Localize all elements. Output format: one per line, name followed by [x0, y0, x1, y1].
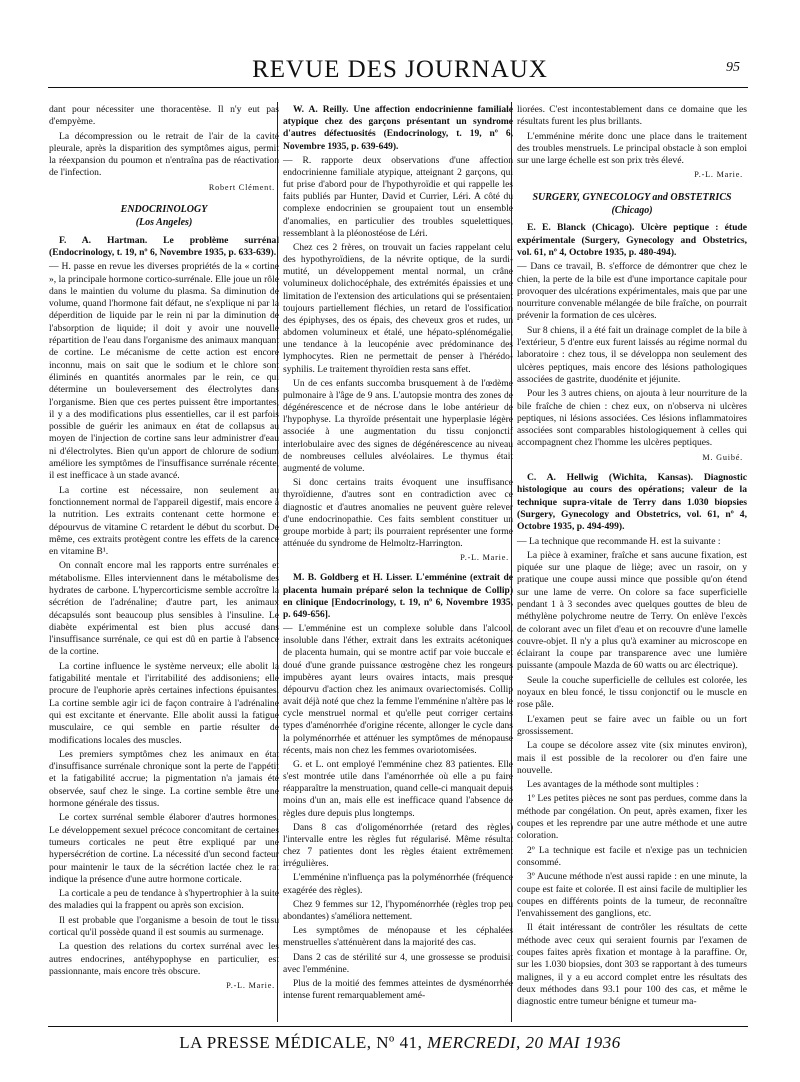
paragraph: 2º La technique est facile et n'exige pas un technicien consommé. — [517, 844, 747, 868]
paragraph: La question des relations du cortex surrénal avec les autres endocrines, antéhypophyse en particulier, est passionnante, mais encore très obscure. — [49, 941, 279, 977]
section-heading: ENDOCRINOLOGY — [120, 204, 208, 216]
section-subheading: (Los Angeles) — [135, 217, 193, 229]
paragraph: Les avantages de la méthode sont multiples : — [527, 779, 699, 791]
footer-issue: Nº 41, — [376, 1033, 423, 1052]
author-signature: Robert Clément. — [208, 182, 275, 192]
author-signature: P.-L. Marie. — [694, 170, 743, 180]
paragraph: — L'emménine est un complexe soluble dans l'alcool, insoluble dans l'éther, extrait dans les extraits acétoniques de placenta humain, qui se montre actif par voie buccale et doué d'une grande puissance œstrogène chez les rongeurs impubères ayant leurs ovaires intacts, mais presque dépourvu d'action chez les animaux ovariectomisés. Collip avait déjà noté que chez la femme l'emménine n'altère pas le cycle menstruel normal et qu'elle peut corriger certains types d'aménorrhée d'origine récente, allonger le cycle dans la polyménorrhée et atténuer les symptômes de ménopause récents, mais non chez les femmes ovariotomisées. — [283, 624, 513, 756]
paragraph: Seule la couche superficielle de cellules est colorée, les noyaux en bleu foncé, le tissu conjonctif ou le muscle en rose pâle. — [517, 674, 747, 711]
paragraph: L'examen peut se faire avec un faible ou un fort grossissement. — [517, 713, 747, 737]
paragraph: Plus de la moitié des femmes atteintes de dysménorrhée intense furent remarquablement amé- — [283, 978, 513, 1002]
paragraph: Le cortex surrénal semble élaborer d'autres hormones. Le développement sexuel précoce concomitant de certaines tumeurs corticales ne peut être expliqué par une hypersécrétion de cortine. La nécessité d'un second facteur pour maintenir le taux de la sécrétion lactée chez le rat indique la présence d'une autre hormone corticale. — [49, 812, 279, 885]
article-reference: E. E. Blanck (Chicago). Ulcère peptique : étude expérimentale (Surgery, Gynecology and Obstetrics, vol. 61, nº 4, Octobre 1935, p. 480-494). — [517, 222, 747, 258]
paragraph: La cortine influence le système nerveux; elle abolit la fatigabilité mentale et l'irritabilité des addisoniens; elle procure de l'euphorie après certaines infections épuisantes. La cortine semble agir ici de façon contraire à l'adrénaline qui est excitante et énervante. Elle abolit aussi la fatigue musculaire, ce qui semble en partie résulter de modifications locales des muscles. — [49, 660, 279, 746]
article-reference: C. A. Hellwig (Wichita, Kansas). Diagnostic histologique au cours des opérations; valeur de la technique supra-vitale de Terry dans 1.030 biopsies (Surgery, Gynecology and Obstetrics, vol. 61, nº 4, Octobre 1935, p. 494-499). — [517, 472, 747, 533]
footer-date: MERCREDI, 20 MAI 1936 — [427, 1033, 621, 1052]
paragraph: La cortine est nécessaire, non seulement au fonctionnement normal de l'appareil digestif, mais encore à la nutrition. Les extraits contenant cette hormone et dépourvus de vitamine C retardent le début du scorbut. De même, ces extraits protègent contre les effets de la carence en vitamine B¹. — [49, 484, 279, 558]
header-rule — [48, 87, 748, 88]
section-subheading: (Chicago) — [611, 205, 653, 217]
paragraph: — La technique que recommande H. est la suivante : — [517, 535, 721, 547]
author-signature: M. Guibé. — [702, 452, 743, 462]
column-3 — [517, 104, 747, 1010]
paragraph: La pièce à examiner, fraîche et sans aucune fixation, est piquée sur une plaque de liège; avec un rasoir, on y pratique une coupe aussi mince que possible qu'on étend sur une lame de verre. On colore sa face superficielle pendant 1 à 3 secondes avec quelques gouttes de bleu de méthylène polychrome neutre de Terry. On enlève l'excès de colorant avec un filet d'eau et on recouvre d'une lamelle couvre-objet. Il n'y a plus qu'à examiner au microscope en éclairant la coupe par transparence avec une lumière puissante (ampoule Mazda de 60 watts ou arc électrique). — [517, 549, 747, 672]
article-reference: F. A. Hartman. Le problème surrénal (Endocrinology, t. 19, nº 6, Novembre 1935, p. 633-639). — [49, 234, 279, 258]
paragraph: Il est probable que l'organisme a besoin de tout le tissu cortical qu'il possède quand il est soumis au surmenage. — [49, 914, 279, 938]
paragraph: dant pour nécessiter une thoracentèse. Il n'y eut pas d'empyème. — [49, 104, 279, 128]
column-2 — [283, 104, 513, 1004]
page-footer — [0, 1033, 800, 1053]
paragraph: On connaît encore mal les rapports entre surrénales et métabolisme. Elles interviennent dans le métabolisme des hydrates de carbone. L'hypercorticisme semble accroître la sécrétion de l'adrénaline; d'autre part, les animaux décapsulés sont beaucoup plus sensibles à l'insuline. Le diabète expérimental est bien plus accusé dans l'insuffisance surrénale, ce qui est dû en partie à l'absence de la cortine. — [49, 560, 279, 658]
paragraph: Un de ces enfants succomba brusquement à de l'œdème pulmonaire à l'âge de 9 ans. L'autopsie montra des zones de dégénérescence et de nécrose dans le lobe antérieur de l'hypophyse. La thyroïde présentait une hyperplasie légère associée à une augmentation du tissu conjonctif interlobulaire avec des signes de dégénérescence au niveau de nombreuses cellules alvéolaires. Le thymus était augmenté de volume. — [283, 378, 513, 474]
paragraph: Pour les 3 autres chiens, on ajouta à leur nourriture de la bile fraîche de chien : chez eux, on n'observa ni ulcères peptiques, ni lésions associées. Ces lésions inflammatoires associées sont comparables histologiquement à celles qui accompagnent chez l'homme les ulcères peptiques. — [517, 388, 747, 449]
paragraph: Les symptômes de ménopause et les céphalées menstruelles s'atténuèrent dans la majorité des cas. — [283, 926, 513, 949]
paragraph: 3º Aucune méthode n'est aussi rapide : en une minute, la coupe est faite et colorée. Il est ainsi facile de multiplier les coupes en différents points de la tumeur, de reconnaître l'envahissement des ganglions, etc. — [517, 871, 747, 920]
paragraph: La décompression ou le retrait de l'air de la cavité pleurale, après la disparition des symptômes aigus, permit la réexpansion du poumon et n'entraîna pas de réactivation de l'infection. — [49, 130, 279, 179]
author-signature: P.-L. Marie. — [226, 981, 275, 991]
paragraph: La coupe se décolore assez vite (six minutes environ), mais il est possible de la recolorer ou d'en faire une nouvelle. — [517, 740, 747, 776]
article-reference: M. B. Goldberg et H. Lisser. L'emménine (extrait de placenta humain préparé selon la technique de Collip) en clinique [Endocrinology, t. 19, nº 6, Novembre 1935, p. 649-656]. — [283, 573, 513, 620]
paragraph: — Dans ce travail, B. s'efforce de démontrer que chez le chien, la perte de la bile est d'une importance capitale pour provoquer des ulcérations expérimentales, mais que par une nourriture convenable mélangée de bile fraîche, on pourrait prévenir la formation de ces ulcères. — [517, 261, 747, 322]
paragraph: La corticale a peu de tendance à s'hypertrophier à la suite des maladies qui la frappent ou après son excision. — [49, 888, 279, 912]
paragraph: — H. passe en revue les diverses propriétés de la « cortine », la principale hormone cortico-surrénale. Elle joue un rôle dans le maintien du volume du plasma. Sa diminution de volume, quand l'hormone fait défaut, ne s'explique ni par la déperdition de liquide par le rein ni par la diminution de l'absorption de liquide; il doit y avoir une nouvelle répartition de l'eau dans l'organisme des animaux manquant de cortine. Le mécanisme de cette action est encore inconnu, mais on sait que le sodium et le chlore sont éliminés en quantités anormales par le rein, ce qui détermine un bouleversement des électrolytes dans l'organisme. Bien que ces pertes puissent être importantes, il y a des modifications plus essentielles, car il est parfois possible de guérir les animaux en état de collapsus au moyen de l'injection de cortine sans leur administrer d'eau ni d'électrolytes. Bien qu'un apport de chlorure de sodium améliore les symptômes de l'insuffisance surrénale récente, il est inefficace à un stade avancé. — [49, 261, 279, 482]
paragraph: Sur 8 chiens, il a été fait un drainage complet de la bile à l'extérieur, 5 d'entre eux furent laissés au régime normal du laboratoire : chez tous, il se développa non seulement des ulcères peptiques, mais encore des lésions pathologiques associées de gastrite, duodénite et jéjunite. — [517, 324, 747, 385]
article-reference: W. A. Reilly. Une affection endocrinienne familiale atypique chez des garçons présentant un syndrome d'autres défectuosités (Endocrinology, t. 19, nº 6, Novembre 1935, p. 639-649). — [283, 105, 513, 152]
paragraph: G. et L. ont employé l'emménine chez 83 patientes. Elle s'est montrée utile dans l'aménorrhée où elle a pu faire réapparaître la menstruation, quand celle-ci manquait depuis moins d'un an, mais elle est inefficace quand l'absence de règles dure depuis plus longtemps. — [283, 759, 513, 819]
journal-section-title: REVUE DES JOURNAUX — [252, 56, 548, 83]
paragraph: Les premiers symptômes chez les animaux en état d'insuffisance surrénale chronique sont la perte de l'appétit et la fatigabilité accrue; la pigmentation n'a jamais été observée, sauf chez le singe. La cortine semble être une hormone générale des tissus. — [49, 748, 279, 810]
page-number: 95 — [726, 60, 740, 75]
paragraph: L'emménine n'influença pas la polyménorrhée (fréquence exagérée des règles). — [283, 873, 513, 896]
paragraph: 1º Les petites pièces ne sont pas perdues, comme dans la méthode par congélation. On peut, après examen, fixer les coupes et les reprendre par une autre méthode et une autre coloration. — [517, 793, 747, 842]
paragraph: L'emménine mérite donc une place dans le traitement des troubles menstruels. Le principal obstacle à son emploi sur une large échelle est son prix très élevé. — [517, 130, 747, 167]
paragraph: — R. rapporte deux observations d'une affection endocrinienne familiale atypique, atteignant 2 garçons, qui fut prise d'abord pour de l'hypothyroïdie et qui rappelle les faits publiés par Hunter, David et Currier, Léri. A côté du complexe endocrinien se groupaient tout un ensemble d'anomalies, en particulier des troubles squelettiques, ressemblant à la pléonostéose de Léri. — [283, 155, 513, 239]
paragraph: Chez 9 femmes sur 12, l'hypoménorrhée (règles trop peu abondantes) s'améliora nettement. — [283, 899, 513, 922]
paragraph: Dans 2 cas de stérilité sur 4, une grossesse se produisit avec l'emménine. — [283, 952, 513, 975]
footer-journal: LA PRESSE MÉDICALE, — [179, 1033, 372, 1052]
paragraph: Chez ces 2 frères, on trouvait un facies rappelant celui des hypothyroïdiens, de la névrite optique, de la surdi-mutité, un développement mental normal, un crâne volumineux dolichocéphale, des extrémités épaissies et une limitation de l'extension des articulations qui se présentaient toujours partiellement fléchies, un retard de l'ossification des épiphyses, des os épais, des cheveux gros et rudes, un abdomen volumineux et étalé, une hépato-splénomégalie, une tendance à la leucopénie avec prédominance des lymphocytes. Rien ne permettait de penser à l'hérédo-syphilis. Le traitement thyroïdien resta sans effet. — [283, 242, 513, 375]
paragraph: Il était intéressant de contrôler les résultats de cette méthode avec ceux qui seraient fournis par l'examen de coupes faites après fixation et montage à la paraffine. Or, sur les 1.030 biopsies, dont 303 se rapportant à des tumeurs malignes, il y a eu accord complet entre les résultats des deux méthodes dans 93.1 pour 100 des cas, et même le diagnostic entre tumeur bénigne et tumeur ma- — [517, 922, 747, 1008]
section-heading: SURGERY, GYNECOLOGY and OBSTETRICS — [532, 191, 732, 203]
paragraph: liorées. C'est incontestablement dans ce domaine que les résultats furent les plus brillants. — [517, 104, 747, 128]
author-signature: P.-L. Marie. — [460, 553, 509, 563]
column-1 — [49, 104, 279, 1000]
page-header — [0, 0, 800, 96]
paragraph: Si donc certains traits évoquent une insuffisance thyroïdienne, d'autres sont en contradiction avec ce diagnostic et d'autres anomalies ne peuvent guère relever d'une endocrinopathie. Ces faits semblent constituer un groupe morbide à part; ils pourraient représenter une forme atténuée du syndrome de Helmoltz-Harrington. — [283, 478, 513, 550]
paragraph: Dans 8 cas d'oligoménorrhée (retard des règles) l'intervalle entre les règles fut régularisé. Même résultat chez 7 patientes dont les règles étaient extrêmement irrégulières. — [283, 822, 513, 870]
footer-rule — [48, 1026, 748, 1027]
